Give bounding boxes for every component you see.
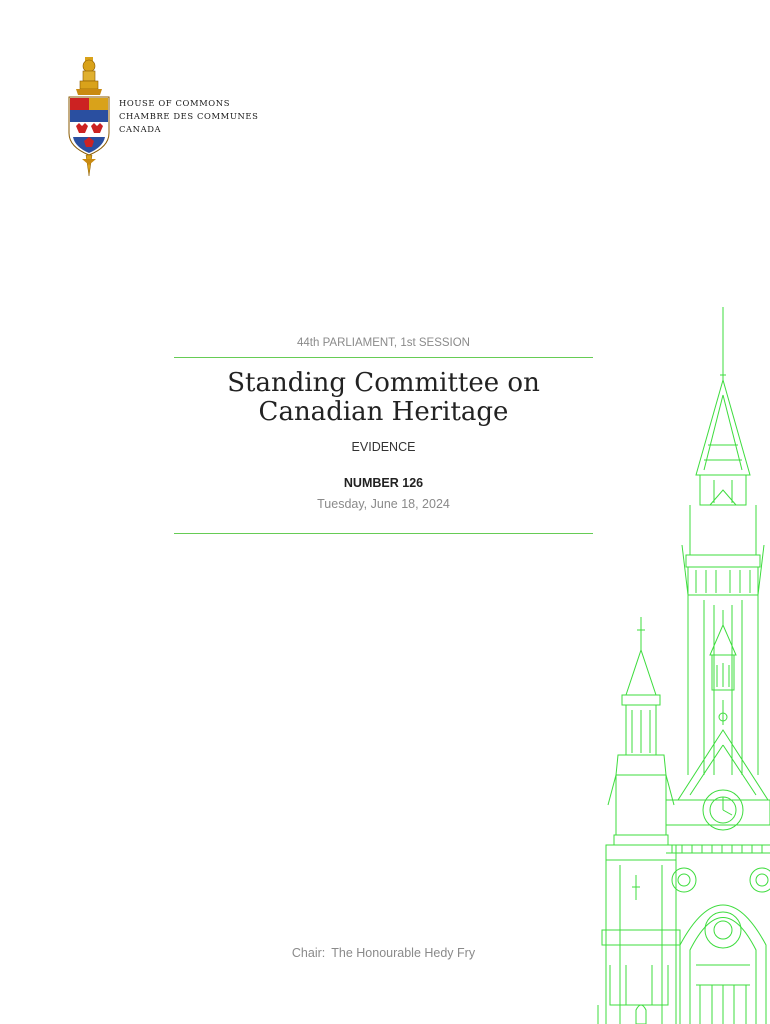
org-line-2: CHAMBRE DES COMMUNES xyxy=(119,111,259,121)
org-line-1: HOUSE OF COMMONS xyxy=(119,98,231,108)
chair-label: Chair: xyxy=(291,946,326,960)
meeting-number: NUMBER 126 xyxy=(343,476,424,490)
org-line-3: CANADA xyxy=(119,124,162,134)
document-title xyxy=(174,369,593,427)
house-of-commons-crest-icon xyxy=(64,55,118,177)
chair-name: The Honourable Hedy Fry xyxy=(331,946,476,960)
meeting-date: Tuesday, June 18, 2024 xyxy=(317,497,450,511)
title-line-2: Canadian Heritage xyxy=(258,397,509,427)
document-type: EVIDENCE xyxy=(351,440,416,454)
chair-line xyxy=(174,946,593,960)
top-divider xyxy=(174,357,593,358)
title-line-1: Standing Committee on xyxy=(227,368,540,398)
peace-tower-illustration-icon xyxy=(596,305,770,1024)
organization-name xyxy=(119,97,258,136)
bottom-divider xyxy=(174,533,593,534)
session-label: 44th PARLIAMENT, 1st SESSION xyxy=(297,337,470,349)
